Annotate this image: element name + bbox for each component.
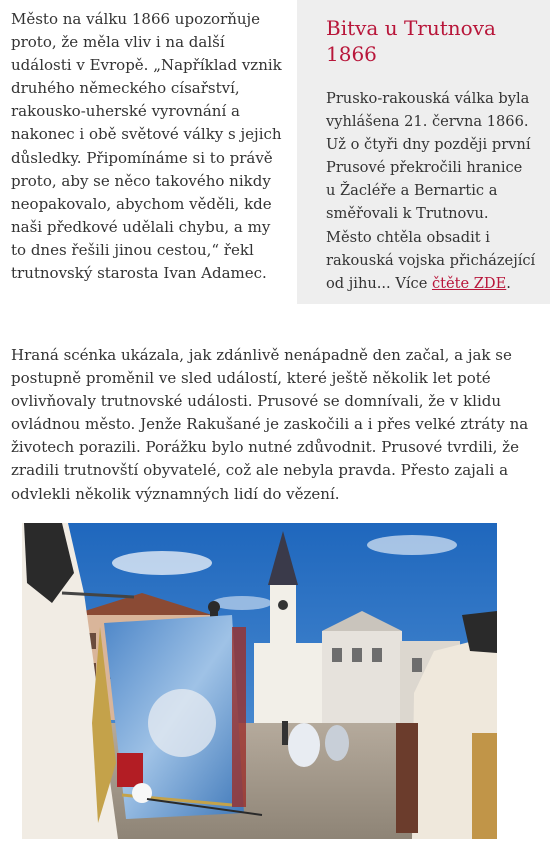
sidebar-text-body: Prusko-rakouská válka byla vyhlášena 21. června 1866. Už o čtyři dny později první Prusové překročili hranice u Žacléře a Bernartic a směřovali k Trutnovu. Město chtěla obsadit i rakouská vojska přicházející od jihu... Více (326, 90, 536, 292)
sidebar-text (326, 87, 536, 295)
article-photo (22, 523, 497, 839)
read-more-link[interactable]: čtěte ZDE (431, 274, 507, 292)
sidebar-box (297, 0, 550, 304)
sidebar-title: Bitva u Trutnova 1866 (326, 16, 496, 66)
article-paragraph-2: Hraná scénka ukázala, jak zdánlivě nenápadně den začal, a jak se postupně proměnil ve sled událostí, které ještě několik let poté ovlivňovaly trutnovské události. Prusové se domnívali, že v klidu ovládnou město. Jenže Rakušané je zaskočili a i přes velké ztráty na životech porazili. Porážku bylo nutné zdůvodnit. Prusové tvrdili, že zradili trutnovští obyvatelé, což ale nebyla pravda. Přesto zajali a odvlekli několik významných lidí do vězení. (11, 346, 529, 503)
photo-illustration (22, 523, 497, 839)
article-paragraph-1: Město na válku 1866 upozorňuje proto, že měla vliv i na další události v Evropě. „Například vznik druhého německého císařství, rakousko-uherské vyrovnání a nakonec i obě světové války s jejich důsledky. Připomínáme si to právě proto, aby se něco takového nikdy neopakovalo, abychom věděli, kde naši předkové udělali chybu, a my to dnes řešili jinou cestou,“ řekl trutnovský starosta Ivan Adamec. (11, 10, 282, 283)
sidebar-text-end: . (506, 274, 511, 292)
